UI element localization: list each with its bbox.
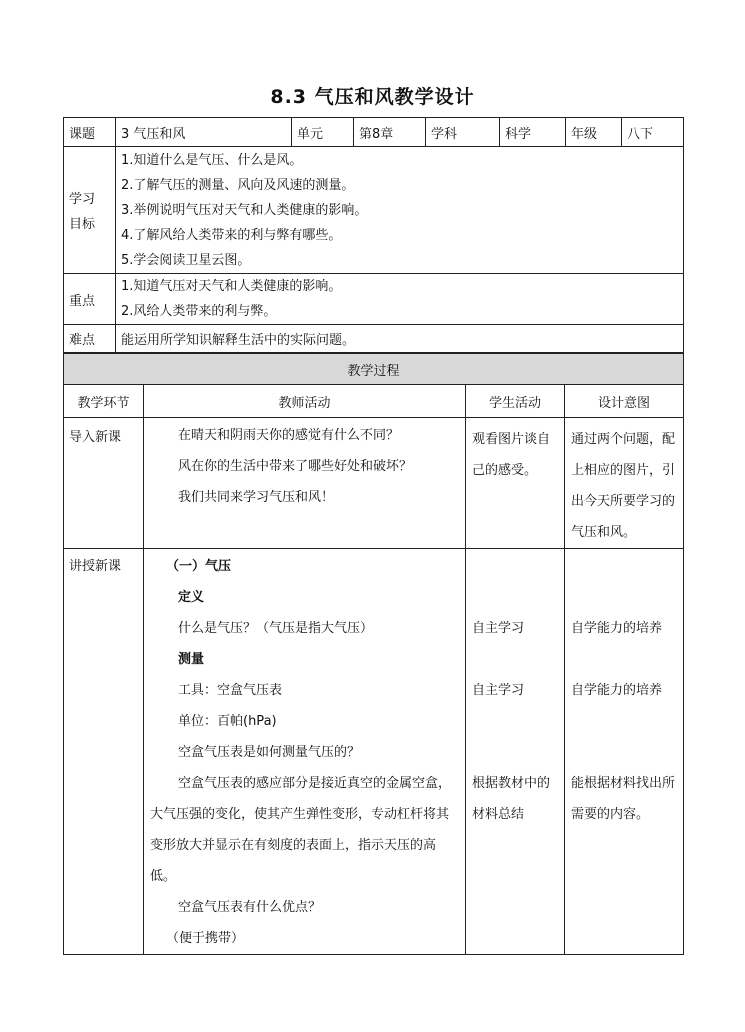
page-title: 8.3 气压和风教学设计 [270,86,475,108]
grade-value: 八下 [622,118,684,147]
tool-text: 工具：空盒气压表 [178,683,283,698]
objectives-label-line2: 目标 [69,217,96,232]
definition-question: 什么是气压？（气压是指大气压） [178,621,374,636]
objectives-label [64,147,116,274]
process-header: 教学过程 [64,354,684,385]
subject-value: 科学 [500,118,566,147]
intro-teacher-line: 风在你的生活中带来了哪些好处和破坏？ [178,459,413,474]
student-activity-2: 自主学习 [472,683,525,698]
column-header-row [64,385,684,418]
col-student-header: 学生活动 [466,385,565,418]
grade-label: 年级 [566,118,622,147]
unit-label: 单元 [292,118,354,147]
intro-row [64,418,684,549]
keypoint-item: 2.风给人类带来的利与弊。 [121,304,277,319]
objective-item: 4.了解风给人类带来的利与弊有哪些。 [121,227,342,243]
course-value: 3 气压和风 [116,118,292,147]
difficulty-label: 难点 [64,325,116,353]
intro-student: 观看图片谈自己的感受。 [466,418,565,549]
lesson-teacher [144,549,466,955]
student-activity-1: 自主学习 [472,621,525,636]
intent-2: 自学能力的培养 [571,683,663,698]
lesson-row [64,549,684,955]
difficulty-row [64,325,684,353]
keypoint-item: 1.知道气压对天气和人类健康的影响。 [121,279,342,294]
col-teacher-header: 教师活动 [144,385,466,418]
course-row [64,118,684,147]
intro-teacher-line: 我们共同来学习气压和风！ [178,490,335,505]
subject-label: 学科 [426,118,500,147]
col-stage-header: 教学环节 [64,385,144,418]
lesson-stage: 讲授新课 [64,549,144,955]
process-header-row [64,354,684,385]
unit-value: 第8章 [354,118,426,147]
keypoints-label: 重点 [64,274,116,325]
intent-1: 自学能力的培养 [571,621,663,636]
objective-item: 3.举例说明气压对天气和人类健康的影响。 [121,202,368,218]
process-table [63,353,684,955]
objective-item: 1.知道什么是气压、什么是风。 [121,152,303,168]
header-table [63,117,684,353]
objectives-list [116,147,684,274]
col-intent-header: 设计意图 [565,385,684,418]
student-activity-3: 根据教材中的材料总结 [472,776,551,822]
keypoints-list [116,274,684,325]
measure-heading: 测量 [178,652,205,667]
difficulty-text: 能运用所学知识解释生活中的实际问题。 [116,325,684,353]
intro-teacher [144,418,466,549]
keypoints-row [64,274,684,325]
lesson-intent [565,549,684,955]
advantage-answer: （便于携带） [166,931,245,946]
objectives-row [64,147,684,274]
how-answer: 空盒气压表的感应部分是接近真空的金属空盒，大气压强的变化，使其产生弹性变形，专动杠杆将其变形放大并显示在有刻度的表面上，指示天压的高低。 [150,776,452,884]
intent-3: 能根据材料找出所需要的内容。 [571,776,676,822]
how-question: 空盒气压表是如何测量气压的？ [178,745,361,760]
intro-stage: 导入新课 [64,418,144,549]
course-label: 课题 [64,118,116,147]
objective-item: 2.了解气压的测量、风向及风速的测量。 [121,177,355,193]
advantage-question: 空盒气压表有什么优点？ [178,900,322,915]
section-title: （一）气压 [166,559,232,574]
objective-item: 5.学会阅读卫星云图。 [121,252,251,268]
unit-text: 单位：百帕(hPa) [178,714,277,729]
lesson-student [466,549,565,955]
intro-intent: 通过两个问题，配上相应的图片，引出今天所要学习的气压和风。 [565,418,684,549]
objectives-label-line1: 学习 [69,192,96,207]
intro-teacher-line: 在晴天和阴雨天你的感觉有什么不同？ [178,428,400,443]
definition-heading: 定义 [178,590,205,605]
